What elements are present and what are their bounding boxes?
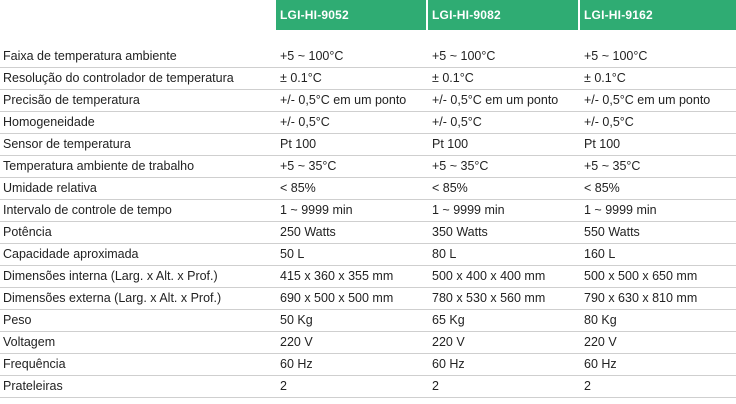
table-row (0, 244, 736, 266)
table-header (0, 0, 736, 30)
row-value-3: 1 ~ 9999 min (584, 203, 657, 217)
row-label: Umidade relativa (3, 181, 97, 195)
row-value-2: 220 V (432, 335, 465, 349)
row-label: Dimensões interna (Larg. x Alt. x Prof.) (3, 269, 218, 283)
table-row (0, 46, 736, 68)
row-value-1: 690 x 500 x 500 mm (280, 291, 394, 305)
table-row (0, 310, 736, 332)
row-value-1: 2 (280, 379, 287, 393)
model-header-2: LGI-HI-9082 (428, 0, 580, 30)
table-row (0, 68, 736, 90)
row-value-3: 2 (584, 379, 591, 393)
table-row (0, 90, 736, 112)
row-value-2: ± 0.1°C (432, 71, 474, 85)
row-value-1: 50 Kg (280, 313, 313, 327)
table-row (0, 222, 736, 244)
row-value-1: 415 x 360 x 355 mm (280, 269, 394, 283)
row-value-2: +/- 0,5°C (432, 115, 482, 129)
row-value-3: 500 x 500 x 650 mm (584, 269, 698, 283)
row-value-1: +5 ~ 100°C (280, 49, 344, 63)
table-row (0, 376, 736, 398)
model-header-3: LGI-HI-9162 (580, 0, 736, 30)
row-value-2: +5 ~ 100°C (432, 49, 496, 63)
table-row (0, 332, 736, 354)
model-header-1: LGI-HI-9052 (276, 0, 428, 30)
row-value-2: 2 (432, 379, 439, 393)
row-value-2: 60 Hz (432, 357, 465, 371)
row-label: Sensor de temperatura (3, 137, 131, 151)
row-label: Capacidade aproximada (3, 247, 139, 261)
row-value-3: 790 x 630 x 810 mm (584, 291, 698, 305)
row-value-1: 60 Hz (280, 357, 313, 371)
table-row (0, 266, 736, 288)
row-label: Peso (3, 313, 32, 327)
row-value-3: 160 L (584, 247, 616, 261)
row-value-1: +/- 0,5°C em um ponto (280, 93, 407, 107)
row-label: Prateleiras (3, 379, 63, 393)
row-value-1: 50 L (280, 247, 305, 261)
row-value-3: Pt 100 (584, 137, 621, 151)
row-value-3: 550 Watts (584, 225, 640, 239)
row-label: Frequência (3, 357, 66, 371)
row-value-3: +5 ~ 35°C (584, 159, 641, 173)
row-label: Precisão de temperatura (3, 93, 140, 107)
row-value-1: Pt 100 (280, 137, 317, 151)
row-value-3: +/- 0,5°C em um ponto (584, 93, 711, 107)
table-row (0, 156, 736, 178)
header-blank-cell (0, 0, 276, 30)
row-value-2: 500 x 400 x 400 mm (432, 269, 546, 283)
row-value-1: +/- 0,5°C (280, 115, 330, 129)
row-label: Faixa de temperatura ambiente (3, 49, 177, 63)
table-row (0, 288, 736, 310)
row-label: Homogeneidade (3, 115, 95, 129)
row-label: Resolução do controlador de temperatura (3, 71, 234, 85)
row-value-1: 250 Watts (280, 225, 336, 239)
row-value-2: 780 x 530 x 560 mm (432, 291, 546, 305)
row-value-1: ± 0.1°C (280, 71, 322, 85)
row-value-3: < 85% (584, 181, 620, 195)
row-value-1: 1 ~ 9999 min (280, 203, 353, 217)
row-label: Intervalo de controle de tempo (3, 203, 172, 217)
row-label: Potência (3, 225, 52, 239)
row-label: Dimensões externa (Larg. x Alt. x Prof.) (3, 291, 222, 305)
row-value-2: 1 ~ 9999 min (432, 203, 505, 217)
row-value-1: 220 V (280, 335, 313, 349)
table-row (0, 178, 736, 200)
row-value-2: < 85% (432, 181, 468, 195)
row-value-3: ± 0.1°C (584, 71, 626, 85)
row-value-3: +/- 0,5°C (584, 115, 634, 129)
row-value-2: 350 Watts (432, 225, 488, 239)
row-value-1: < 85% (280, 181, 316, 195)
row-value-3: 80 Kg (584, 313, 617, 327)
table-row (0, 134, 736, 156)
row-value-3: 60 Hz (584, 357, 617, 371)
row-label: Voltagem (3, 335, 56, 349)
row-value-3: +5 ~ 100°C (584, 49, 648, 63)
row-value-3: 220 V (584, 335, 617, 349)
table-row (0, 200, 736, 222)
row-value-2: 80 L (432, 247, 457, 261)
row-value-2: 65 Kg (432, 313, 465, 327)
row-label: Temperatura ambiente de trabalho (3, 159, 195, 173)
row-value-1: +5 ~ 35°C (280, 159, 337, 173)
table-row (0, 354, 736, 376)
row-value-2: +5 ~ 35°C (432, 159, 489, 173)
row-value-2: +/- 0,5°C em um ponto (432, 93, 559, 107)
row-value-2: Pt 100 (432, 137, 469, 151)
table-row (0, 112, 736, 134)
